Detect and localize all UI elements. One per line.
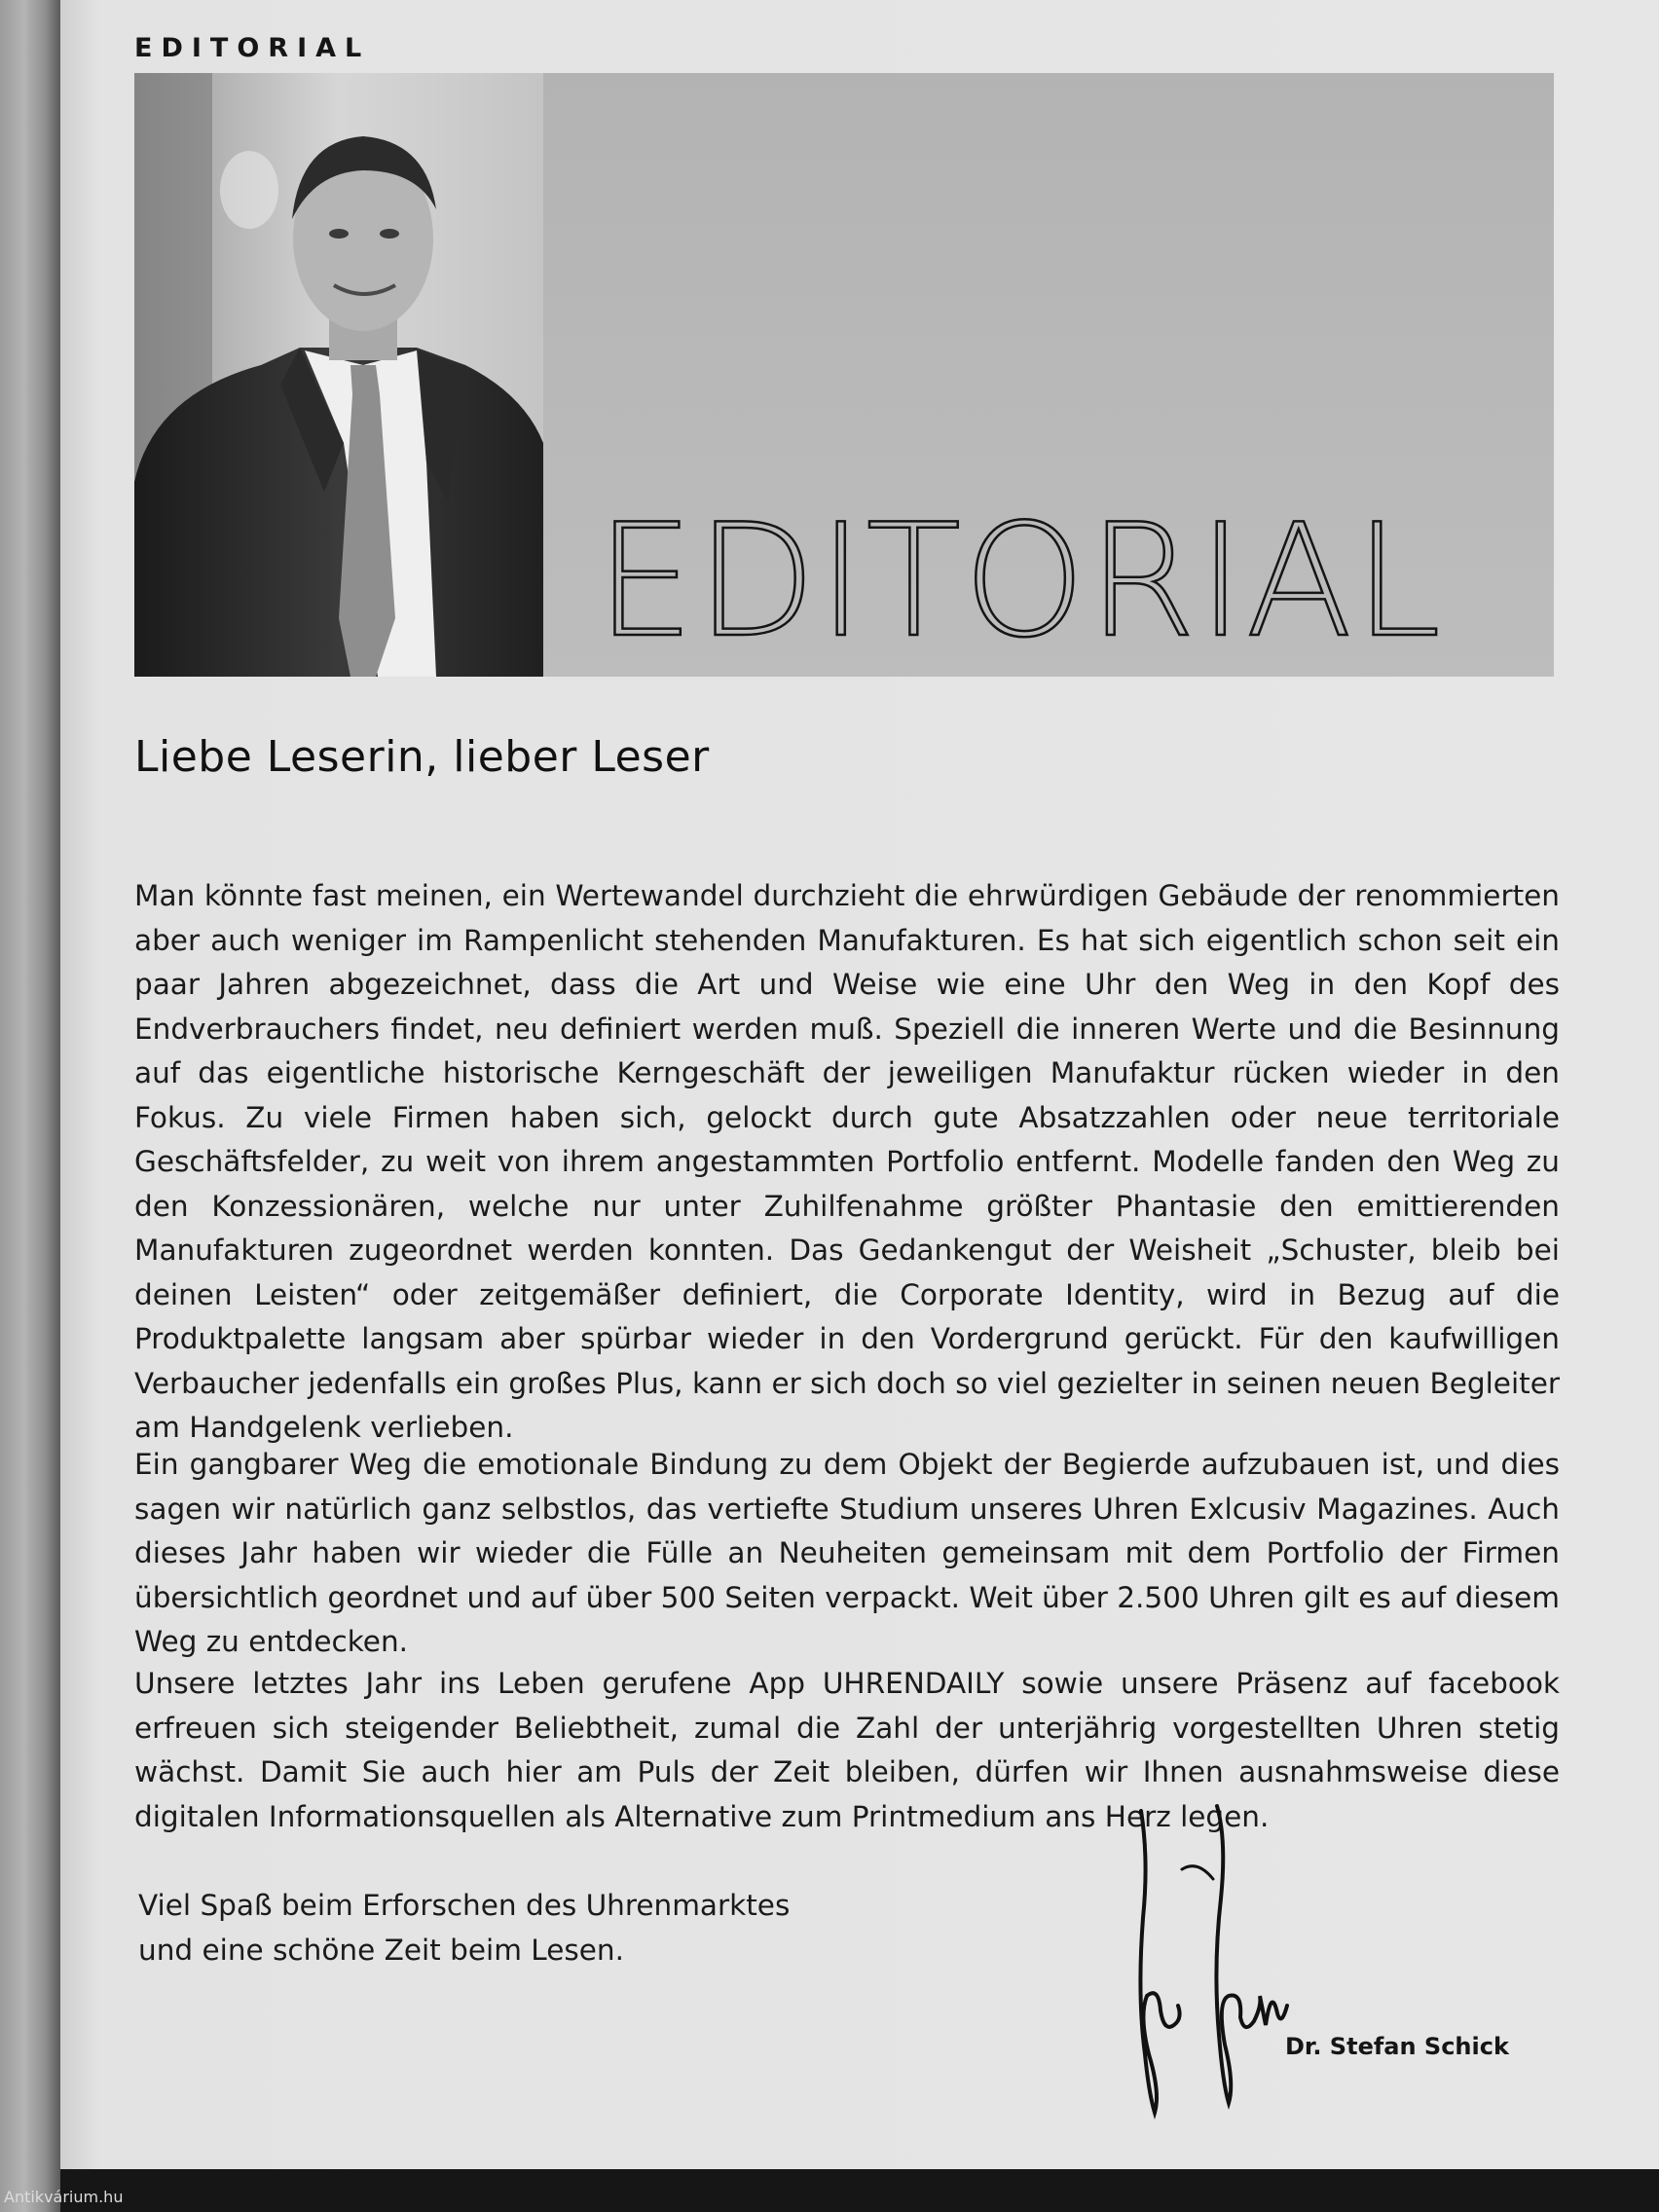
salutation-heading: Liebe Leserin, lieber Leser <box>134 732 710 782</box>
bottom-edge <box>60 2169 1659 2212</box>
closing-line: Viel Spaß beim Erforschen des Uhrenmarktes <box>138 1889 791 1922</box>
body-paragraph: Man könnte fast meinen, ein Wertewandel durchzieht die ehrwürdigen Gebäude der renommierten aber auch weniger im Rampenlicht stehenden Manufakturen. Es hat sich eigentlich schon seit ein paar Jahren abgezeichnet, dass die Art und Weise wie eine Uhr den Weg in den Kopf des Endverbrauchers findet, neu definiert werden muß. Speziell die inneren Werte und die Besinnung auf das eigentliche historische Kerngeschäft der jeweiligen Manufaktur rücken wieder in den Fokus. Zu viele Firmen haben sich, gelockt durch gute Absatzzahlen oder neue territoriale Geschäftsfelder, zu weit von ihrem angestammten Portfolio entfernt. Modelle fanden den Weg zu den Konzessionären, welche nur unter Zuhilfenahme größter Phantasie den emittierenden Manufakturen zugeordnet werden konnten. Das Gedankengut der Weisheit „Schuster, bleib bei deinen Leisten“ oder zeitgemäßer definiert, die Corporate Identity, wird in Bezug auf die Produktpalette langsam aber spürbar wieder in den Vordergrund gerückt. Für den kaufwilligen Verbaucher jedenfalls ein großes Plus, kann er sich doch so viel gezielter in seinen neuen Begleiter am Handgelenk verlieben. <box>134 879 1560 1444</box>
banner-title: EDITORIAL <box>596 490 1444 672</box>
signer-name: Dr. Stefan Schick <box>1285 2033 1509 2060</box>
section-label: EDITORIAL <box>134 33 371 63</box>
watermark: Antikvárium.hu <box>4 2188 124 2206</box>
body-paragraph: Ein gangbarer Weg die emotionale Bindung zu dem Objekt der Begierde aufzubauen ist, und dies sagen wir natürlich ganz selbstlos, das vertiefte Studium unseres Uhren Exlcusiv Magazines. Auch dieses Jahr haben wir wieder die Fülle an Neuheiten gemeinsam mit dem Portfolio der Firmen übersichtlich geordnet und auf über 500 Seiten verpackt. Weit über 2.500 Uhren gilt es auf diesem Weg zu entdecken. <box>134 1448 1560 1658</box>
book-spine <box>0 0 60 2212</box>
body-paragraph: Unsere letztes Jahr ins Leben gerufene App UHRENDAILY sowie unsere Präsenz auf facebook erfreuen sich steigender Beliebtheit, zumal die Zahl der unterjährig vorgestellten Uhren stetig wächst. Damit Sie auch hier am Puls der Zeit bleiben, dürfen wir Ihnen ausnahmsweise diese digitalen Informationsquellen als Alternative zum Printmedium ans Herz legen. <box>134 1667 1560 1833</box>
header-banner <box>134 73 1554 677</box>
portrait-photo <box>134 73 543 677</box>
closing-line: und eine schöne Zeit beim Lesen. <box>138 1934 624 1967</box>
handwritten-signature-icon <box>1120 1801 1334 2132</box>
closing-remark <box>138 1883 878 1972</box>
